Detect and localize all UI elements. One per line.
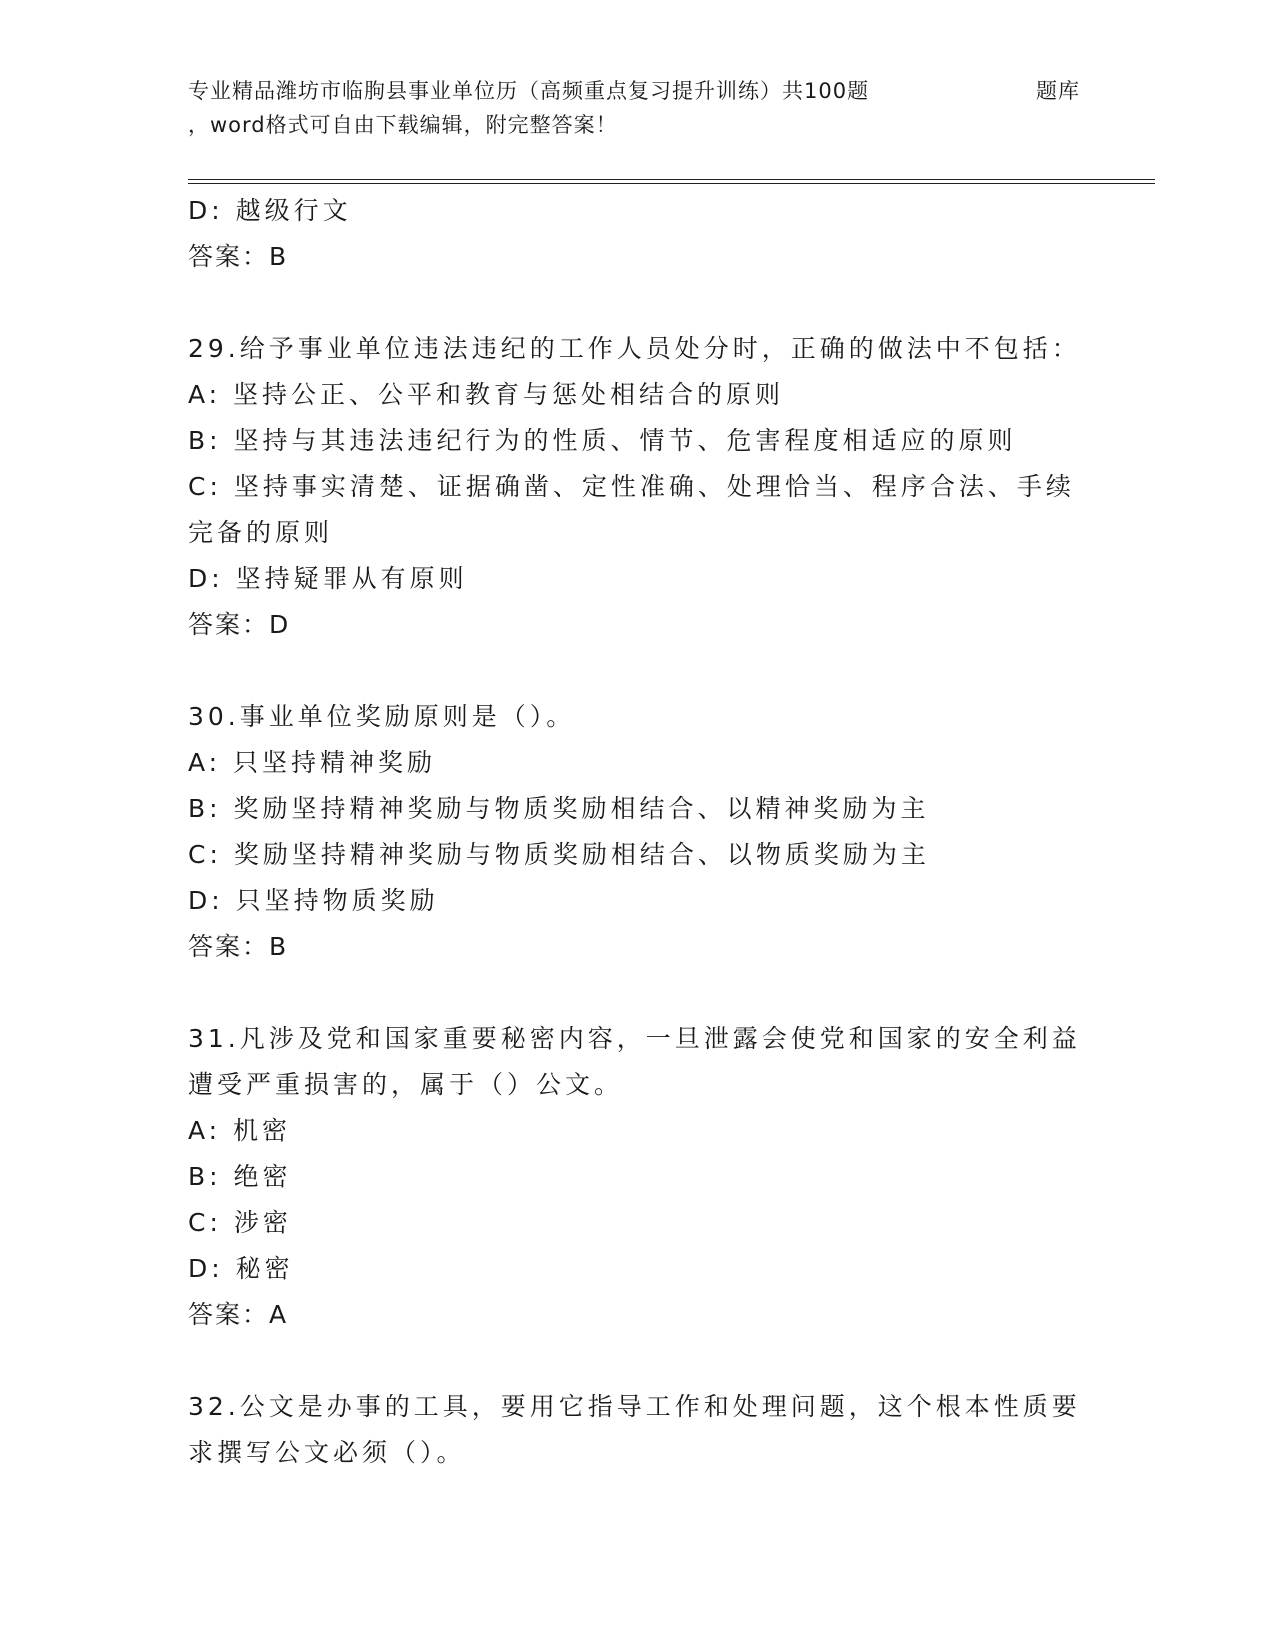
question-text: 遭受严重损害的，属于（）公文。 [188,1070,624,1099]
answer-text: 答案：B [188,932,289,961]
question-text: 30.事业单位奖励原则是（）。 [188,702,576,731]
option-text: D: 只坚持物质奖励 [188,886,439,915]
question-block [188,326,1088,648]
option-text: A: 只坚持精神奖励 [188,748,437,777]
spacer [188,970,1088,1016]
header-tag: 题库 [1036,79,1080,103]
option-text: C: 坚持事实清楚、证据确凿、定性准确、处理恰当、程序合法、手续 [188,472,1075,501]
option-text: D: 越级行文 [188,196,352,225]
header-line-1 [188,74,1088,108]
header-title: 专业精品潍坊市临朐县事业单位历（高频重点复习提升训练）共100题 [188,79,870,103]
answer-text: 答案：A [188,1300,289,1329]
header-rule-top [188,179,1155,180]
answer-text: 答案：B [188,242,289,271]
header-line-2: ，word格式可自由下载编辑，附完整答案！ [188,113,618,137]
header-rule-bottom [188,183,1155,184]
question-text: 31.凡涉及党和国家重要秘密内容，一旦泄露会使党和国家的安全利益 [188,1024,1081,1053]
page-header [188,74,1088,142]
question-text: 求撰写公文必须（）。 [188,1438,466,1467]
question-text: 29.给予事业单位违法违纪的工作人员处分时，正确的做法中不包括： [188,334,1081,363]
spacer [188,1338,1088,1384]
option-text: A: 机密 [188,1116,292,1145]
option-text: D: 坚持疑罪从有原则 [188,564,468,593]
option-text: B: 奖励坚持精神奖励与物质奖励相结合、以精神奖励为主 [188,794,930,823]
question-block [188,1384,1088,1476]
option-text: A: 坚持公正、公平和教育与惩处相结合的原则 [188,380,785,409]
option-text: 完备的原则 [188,518,334,547]
spacer [188,648,1088,694]
question-text: 32.公文是办事的工具，要用它指导工作和处理问题，这个根本性质要 [188,1392,1081,1421]
question-content [188,188,1088,1476]
option-text: D: 秘密 [188,1254,294,1283]
option-text: B: 坚持与其违法违纪行为的性质、情节、危害程度相适应的原则 [188,426,1017,455]
option-text: B: 绝密 [188,1162,292,1191]
option-text: C: 涉密 [188,1208,292,1237]
option-text: C: 奖励坚持精神奖励与物质奖励相结合、以物质奖励为主 [188,840,930,869]
answer-text: 答案：D [188,610,291,639]
spacer [188,280,1088,326]
question-block [188,1016,1088,1338]
question-block [188,694,1088,970]
